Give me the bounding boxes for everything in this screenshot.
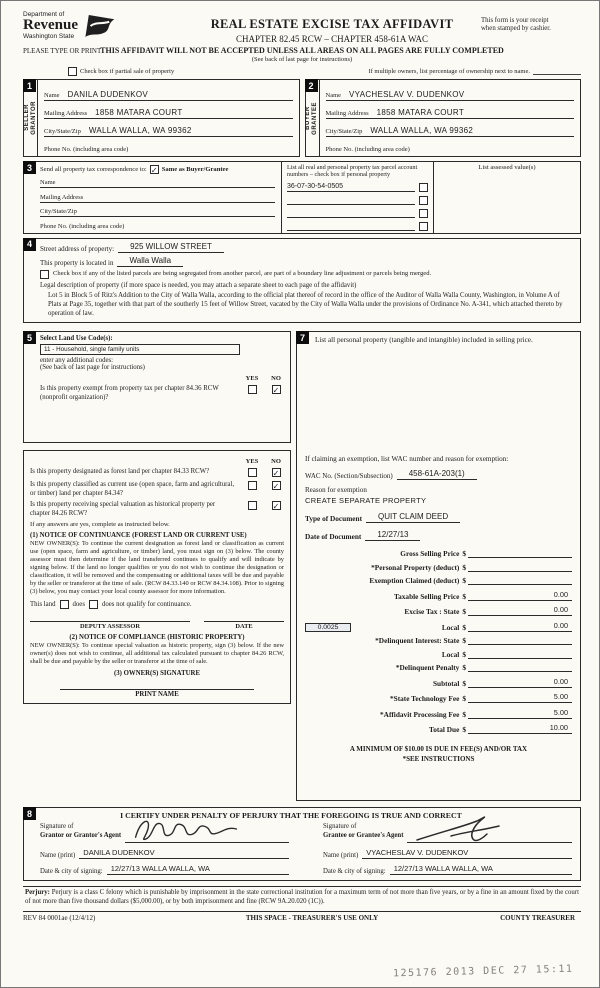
dept-line1: Department of xyxy=(23,11,65,18)
does-label: does xyxy=(72,601,85,609)
money-value[interactable]: 0.00 xyxy=(468,621,572,632)
send-label: Send all property tax correspondence to: xyxy=(40,166,147,173)
legal-description-text: Lot 5 in Block 5 of Ritz's Addition to the City of Walla Walla, according to the official plat thereof of record in the office of the Auditor of Walla Walla County, Washington, in Volume A of Plats at Page 35, together with that part of the southerly 15 feet of Willow Street, vacated by the City of Walla Walla under the provisions of Ordinance No. A-341, which attached thereto by operation of law. xyxy=(48,291,563,317)
money-value[interactable]: 0.00 xyxy=(468,605,572,616)
form-number: REV 84 0001ae (12/4/12) xyxy=(23,914,96,923)
personal-property-checkbox-2[interactable] xyxy=(419,196,428,205)
money-value[interactable] xyxy=(468,651,572,659)
grantor-signature xyxy=(131,814,241,844)
money-row-excise-state xyxy=(305,605,572,616)
money-value[interactable]: 0.00 xyxy=(468,590,572,601)
dollar-sign: $ xyxy=(462,725,466,735)
parcel-row xyxy=(287,222,428,231)
money-value[interactable]: 5.00 xyxy=(468,708,572,719)
doc-type-value[interactable]: QUIT CLAIM DEED xyxy=(366,512,460,523)
receipt-note xyxy=(481,11,581,34)
seller-phone-field[interactable] xyxy=(44,137,293,154)
personal-property-area[interactable]: List all personal property (tangible and intangible) included in selling price. xyxy=(315,336,533,345)
current-use-question-row xyxy=(30,481,284,498)
dollar-sign: $ xyxy=(462,576,466,586)
located-in-value[interactable]: Walla Walla xyxy=(117,256,183,267)
receipt-note-line1: This form is your receipt xyxy=(481,17,549,24)
signature-of-label: Signature of xyxy=(40,823,74,831)
section1-badge: 1 xyxy=(23,79,36,92)
grantee-agent-label: Grantee or Grantee's Agent xyxy=(323,832,404,840)
field-label: City/State/Zip xyxy=(325,128,363,135)
correspondence-column xyxy=(24,162,282,233)
grantee-signing-block xyxy=(323,823,572,875)
question-text: Is this property designated as forest land per chapter 84.33 RCW? xyxy=(30,468,210,476)
field-label: Name xyxy=(44,92,60,99)
dor-flag-icon xyxy=(82,13,116,39)
wac-value[interactable]: 458-61A-203(1) xyxy=(397,469,477,480)
grantee-signature-label xyxy=(323,823,403,843)
field-label: Mailing Address xyxy=(325,110,369,117)
parcel-blank-line[interactable] xyxy=(287,210,415,218)
money-label: *Delinquent Penalty xyxy=(395,663,460,673)
money-value[interactable]: 5.00 xyxy=(468,692,572,703)
date-city-label: Date & city of signing: xyxy=(40,868,103,876)
see-back-label-2: (See back of last page for instructions) xyxy=(40,364,145,372)
parcel-blank-line[interactable] xyxy=(287,223,415,231)
personal-property-checkbox-4[interactable] xyxy=(419,222,428,231)
section8-box xyxy=(23,807,581,881)
located-in-label: This property is located in xyxy=(40,258,114,267)
money-value[interactable] xyxy=(468,577,572,585)
perjury-label: Perjury: xyxy=(25,889,50,897)
seller-box xyxy=(23,79,300,157)
dollar-sign: $ xyxy=(462,678,466,688)
additional-codes-label: enter any additional codes: xyxy=(40,357,114,365)
county-treasurer-label: COUNTY TREASURER xyxy=(500,914,575,923)
perjury-body: Perjury is a class C felony which is punishable by imprisonment in the state correctional institution for a maximum term of not more than five years, or by a fine in an amount fixed by the court of not more than five thousand dollars ($5,000.00), or by both imprisonment and fine (RCW 9A.20.020 (1C)). xyxy=(25,889,579,906)
buyer-name-value: VYACHESLAV V. DUDENKOV xyxy=(349,90,465,99)
money-row-delinquent-interest-local xyxy=(305,650,572,659)
section5-box xyxy=(23,331,291,443)
exempt-no-checkbox[interactable]: ✓ xyxy=(272,386,280,396)
notice2-title: (2) NOTICE OF COMPLIANCE (HISTORIC PROPERTY) xyxy=(69,634,245,642)
grantor-signature-label xyxy=(40,823,121,843)
top-checkbox-row xyxy=(23,67,581,76)
money-label: Total Due xyxy=(429,725,460,735)
correspondence-row xyxy=(40,165,275,174)
field-label: Phone No. (including area code) xyxy=(40,222,125,230)
seller-word: SELLER xyxy=(23,104,30,132)
correspondence-address-field[interactable] xyxy=(40,188,275,202)
buyer-city-value: WALLA WALLA, WA 99362 xyxy=(370,126,474,135)
this-land-label: This land xyxy=(30,601,56,609)
segregated-label: Check box if any of the listed parcels are being segregated from another parcel, are part of a boundary line adjustment or parcels being merged. xyxy=(53,269,432,277)
dollar-sign: $ xyxy=(462,622,466,632)
section2-badge: 2 xyxy=(305,79,318,92)
dor-logo-block xyxy=(23,11,183,40)
grantee-name-row xyxy=(323,848,572,859)
dollar-sign: $ xyxy=(462,591,466,601)
grantee-name-value[interactable]: VYACHESLAV V. DUDENKOV xyxy=(362,848,572,859)
if-yes-note: If any answers are yes, complete as instructed below. xyxy=(30,521,170,529)
buyer-name-field[interactable] xyxy=(326,83,575,101)
money-row-delinquent-penalty xyxy=(305,663,572,672)
parcel-blank-line[interactable] xyxy=(287,197,415,205)
middle-grid xyxy=(23,331,581,801)
warning-label: THIS AFFIDAVIT WILL NOT BE ACCEPTED UNLESS ALL AREAS ON ALL PAGES ARE FULLY COMPLETED xyxy=(100,46,504,55)
money-label: Taxable Selling Price xyxy=(393,591,460,601)
seller-side-label xyxy=(24,101,38,135)
name-print-label: Name (print) xyxy=(40,852,76,860)
grantor-signature-row xyxy=(40,823,289,843)
grantee-signature-line[interactable] xyxy=(407,823,572,843)
street-address-label: Street address of property: xyxy=(40,244,115,253)
dollar-sign: $ xyxy=(462,607,466,617)
date-city-label: Date & city of signing: xyxy=(323,868,386,876)
money-label: Local xyxy=(441,649,460,659)
money-label: *Affidavit Processing Fee xyxy=(380,709,460,719)
buyer-phone-field[interactable] xyxy=(326,137,575,154)
no-label: NO xyxy=(271,375,281,383)
seller-name-value: DANILA DUDENKOV xyxy=(67,90,149,99)
street-address-row xyxy=(40,242,572,253)
land-use-label: Select Land Use Code(s): xyxy=(40,335,113,343)
does-not-label: does not qualify for continuance. xyxy=(101,601,192,609)
grantor-word: GRANTOR xyxy=(30,101,37,135)
money-value[interactable] xyxy=(468,564,572,572)
dept-line2: Revenue xyxy=(23,17,78,33)
cashier-stamp: 125176 2013 DEC 27 15:11 xyxy=(392,963,574,980)
parcel-column xyxy=(282,162,434,233)
ownership-blank-line[interactable] xyxy=(533,68,581,75)
section4-box xyxy=(23,238,581,323)
street-address-value[interactable]: 925 WILLOW STREET xyxy=(118,242,224,253)
grantor-name-value[interactable]: DANILA DUDENKOV xyxy=(79,848,289,859)
parcel-row xyxy=(287,209,428,218)
dollar-sign: $ xyxy=(462,549,466,559)
perjury-note xyxy=(23,886,581,909)
correspondence-phone-field[interactable] xyxy=(40,217,275,230)
personal-property-checkbox-1[interactable] xyxy=(419,183,428,192)
form-title: REAL ESTATE EXCISE TAX AFFIDAVIT xyxy=(210,17,454,31)
doc-type-label: Type of Document xyxy=(305,514,363,524)
yes-no-header xyxy=(40,375,284,382)
date-line[interactable]: DATE xyxy=(204,621,284,630)
money-row-subtotal xyxy=(305,677,572,688)
seller-address-field[interactable] xyxy=(44,101,293,119)
money-label: Exemption Claimed (deduct) xyxy=(369,576,460,586)
reason-label: Reason for exemption xyxy=(305,486,367,495)
wac-label: WAC No. (Section/Subsection) xyxy=(305,472,393,481)
title-block xyxy=(183,11,481,44)
does-checkbox[interactable] xyxy=(60,600,69,609)
multiple-owners-label: If multiple owners, list percentage of ownership next to name. xyxy=(368,68,530,75)
partial-sale-checkbox[interactable] xyxy=(68,67,77,76)
section5-badge: 5 xyxy=(23,331,36,344)
seller-city-field[interactable] xyxy=(44,119,293,137)
exemption-label: If claiming an exemption, list WAC number and reason for exemption: xyxy=(305,455,509,464)
question-text: Is this property receiving special valuation as historical property per chapter 84.26 RCW? xyxy=(30,501,216,517)
see-back-label: (See back of last page for instructions) xyxy=(251,56,353,63)
dept-line3: Washington State xyxy=(23,33,75,40)
yes-no-header xyxy=(30,458,284,465)
question-text: Is this property classified as current use (open space, farm and agricultural, or timber) land per chapter 84.34? xyxy=(30,481,235,497)
form-header xyxy=(23,11,581,44)
segregated-checkbox[interactable] xyxy=(40,270,49,279)
dollar-sign: $ xyxy=(462,694,466,704)
field-label: Mailing Address xyxy=(40,193,84,201)
forest-no-checkbox[interactable]: ✓ xyxy=(272,469,280,479)
grantor-name-row xyxy=(40,848,289,859)
field-label: Phone No. (including area code) xyxy=(325,146,410,153)
dollar-sign: $ xyxy=(462,649,466,659)
certify-statement: I CERTIFY UNDER PENALTY OF PERJURY THAT THE FOREGOING IS TRUE AND CORRECT xyxy=(120,811,462,821)
minimum-fee-note xyxy=(305,745,572,765)
historic-yes-checkbox[interactable] xyxy=(248,501,257,510)
field-label: Name xyxy=(40,179,56,187)
located-in-row xyxy=(40,256,572,267)
buyer-fields xyxy=(320,80,581,156)
same-as-buyer-label: Same as Buyer/Grantee xyxy=(161,166,229,173)
money-table xyxy=(305,549,572,739)
money-row-total-due xyxy=(305,723,572,734)
section6-box xyxy=(23,450,291,704)
historic-question-row xyxy=(30,501,284,518)
historic-no-checkbox[interactable]: ✓ xyxy=(272,502,280,512)
section3-badge: 3 xyxy=(23,161,36,174)
local-rate-box[interactable]: 0.0025 xyxy=(305,623,351,632)
deputy-assessor-row xyxy=(30,621,284,630)
money-label: *Personal Property (deduct) xyxy=(371,562,460,572)
money-value[interactable]: 0.00 xyxy=(468,677,572,688)
middle-left-column xyxy=(23,331,291,704)
section4-badge: 4 xyxy=(23,238,36,251)
money-row-tech-fee xyxy=(305,692,572,703)
grantee-date-row xyxy=(323,864,572,875)
current-use-no-checkbox[interactable]: ✓ xyxy=(272,482,280,492)
grantor-agent-label: Grantor or Grantor's Agent xyxy=(40,832,122,840)
section7-badge: 7 xyxy=(296,331,309,344)
money-row-taxable xyxy=(305,590,572,601)
assessed-value-column xyxy=(434,162,580,233)
money-label: Excise Tax : State xyxy=(404,607,460,617)
section7-box xyxy=(296,331,581,801)
deputy-assessor-line[interactable]: DEPUTY ASSESSOR xyxy=(30,621,190,630)
notice2-body: NEW OWNER(S): To continue special valuation as historic property, sign (3) below. If the new owner(s) does not wish to continue, all additional tax calculated pursuant to chapter 84.26 RCW, shall be due and payable by the seller or transferor at the time of sale. xyxy=(30,642,284,666)
grantor-date-row xyxy=(40,864,289,875)
money-value[interactable] xyxy=(468,550,572,558)
money-value[interactable]: 10.00 xyxy=(468,723,572,734)
assessed-value-header: List assessed value(s) xyxy=(478,164,536,171)
buyer-side-label xyxy=(305,102,319,135)
no-label: NO xyxy=(271,458,281,466)
yes-label: YES xyxy=(245,375,259,383)
money-row-personal xyxy=(305,563,572,572)
buyer-word: BUYER xyxy=(305,106,311,130)
section8-badge: 8 xyxy=(23,807,36,820)
field-label: Mailing Address xyxy=(44,110,88,117)
notice1-title: (1) NOTICE OF CONTINUANCE (FOREST LAND OR CURRENT USE) xyxy=(30,532,247,540)
yes-label: YES xyxy=(245,458,259,466)
doc-date-value[interactable]: 12/27/13 xyxy=(365,530,420,541)
buyer-address-value: 1858 MATARA COURT xyxy=(376,108,465,117)
money-row-delinquent-interest-state xyxy=(305,636,572,645)
signature-of-label: Signature of xyxy=(323,823,357,831)
same-as-buyer-checkbox[interactable]: ✓ xyxy=(150,166,158,175)
name-print-label: Name (print) xyxy=(323,852,359,860)
forest-yes-checkbox[interactable] xyxy=(248,468,257,477)
does-not-checkbox[interactable] xyxy=(89,600,98,609)
footer-row xyxy=(23,911,581,922)
correspondence-name-field[interactable] xyxy=(40,174,275,188)
money-label: *Delinquent Interest: State xyxy=(375,636,460,646)
print-name-line[interactable]: PRINT NAME xyxy=(60,689,254,698)
seller-city-value: WALLA WALLA, WA 99362 xyxy=(88,126,192,135)
doc-type-row xyxy=(305,512,572,523)
personal-property-checkbox-3[interactable] xyxy=(419,209,428,218)
please-type-label: PLEASE TYPE OR PRINT xyxy=(23,47,102,55)
grantee-signature-row xyxy=(323,823,572,843)
money-label: Local xyxy=(441,622,460,632)
field-label: Name xyxy=(325,92,342,99)
section3-box xyxy=(23,161,581,234)
field-label: City/State/Zip xyxy=(40,208,77,216)
doc-date-label: Date of Document xyxy=(305,532,362,542)
dollar-sign: $ xyxy=(462,663,466,673)
signature-columns xyxy=(40,823,572,875)
grantee-word: GRANTEE xyxy=(312,101,318,135)
exempt-yes-checkbox[interactable] xyxy=(248,385,257,394)
instructions-row xyxy=(23,46,581,63)
segregated-row xyxy=(40,270,572,279)
money-row-exemption xyxy=(305,576,572,585)
grantee-date-value[interactable]: 12/27/13 WALLA WALLA, WA xyxy=(390,864,572,875)
form-subtitle: CHAPTER 82.45 RCW – CHAPTER 458-61A WAC xyxy=(236,34,428,44)
receipt-note-line2: when stamped by cashier. xyxy=(481,25,551,33)
partial-sale-label: Check box if partial sale of property xyxy=(80,68,175,75)
field-label: City/State/Zip xyxy=(44,128,81,135)
reason-value[interactable]: CREATE SEPARATE PROPERTY xyxy=(305,496,427,506)
dollar-sign: $ xyxy=(462,636,466,646)
exempt-question-text: Is this property exempt from property tax per chapter 84.36 RCW (nonprofit organization)? xyxy=(40,385,219,401)
field-label: Phone No. (including area code) xyxy=(44,146,129,153)
buyer-box xyxy=(305,79,582,157)
parcel-header: List all real and personal property tax parcel account numbers – check box if personal property xyxy=(287,164,418,179)
treasurer-space-label: THIS SPACE - TREASURER'S USE ONLY xyxy=(245,914,379,923)
dollar-sign: $ xyxy=(462,709,466,719)
buyer-city-field[interactable] xyxy=(326,119,575,137)
doc-date-row xyxy=(305,530,572,541)
exempt-question-row xyxy=(40,385,284,402)
buyer-address-field[interactable] xyxy=(326,101,575,119)
seller-address-value: 1858 MATARA COURT xyxy=(95,108,183,117)
wac-row xyxy=(305,469,572,480)
parties-row xyxy=(23,79,581,157)
minimum-fee-line2: *SEE INSTRUCTIONS xyxy=(402,754,475,763)
current-use-yes-checkbox[interactable] xyxy=(248,481,257,490)
grantee-signature xyxy=(413,814,503,844)
money-value[interactable] xyxy=(468,637,572,645)
money-label: Subtotal xyxy=(432,678,460,688)
dor-logo-text xyxy=(23,11,78,40)
forest-land-question-row xyxy=(30,468,284,478)
dollar-sign: $ xyxy=(462,562,466,572)
parcel-row xyxy=(287,183,428,192)
correspondence-city-field[interactable] xyxy=(40,203,275,217)
grantor-signing-block xyxy=(40,823,289,875)
money-label: *State Technology Fee xyxy=(390,694,460,704)
money-row-processing-fee xyxy=(305,708,572,719)
minimum-fee-line1: A MINIMUM OF $10.00 IS DUE IN FEE(S) AND/OR TAX xyxy=(349,744,528,753)
money-row-excise-local xyxy=(305,621,572,632)
money-value[interactable] xyxy=(468,664,572,672)
seller-name-field[interactable] xyxy=(44,83,293,101)
land-use-code-box[interactable]: 11 - Household, single family units xyxy=(40,344,240,355)
grantor-date-value[interactable]: 12/27/13 WALLA WALLA, WA xyxy=(107,864,289,875)
parcel-number-value[interactable]: 36-07-30-54-0505 xyxy=(287,183,415,192)
legal-description-label: Legal description of property (if more space is needed, you may attach a separate sheet to each page of the affidavit) xyxy=(40,281,357,289)
seller-fields xyxy=(38,80,299,156)
money-row-gross xyxy=(305,549,572,558)
grantor-signature-line[interactable] xyxy=(125,823,289,843)
parcel-row xyxy=(287,196,428,205)
owners-signature-label: (3) OWNER(S) SIGNATURE xyxy=(114,670,200,678)
money-label: Gross Selling Price xyxy=(400,549,460,559)
notice1-body: NEW OWNER(S): To continue the current designation as forest land or classification as current use (open space, farm and agriculture, or timber) land, you must sign on (3) below. The county assessor must then determine if the land transferred continues to qualify and will indicate by signing below. If the land no longer qualifies or you do not wish to continue the designation or classification, it will be removed and the compensating or additional taxes will be due and payable by the seller or transferor at the time of sale. (RCW 84.33.140 or RCW 84.34.108). Prior to signing (3) below, you may contact your local county assessor for more information. xyxy=(30,540,284,596)
continuance-row xyxy=(30,600,284,609)
